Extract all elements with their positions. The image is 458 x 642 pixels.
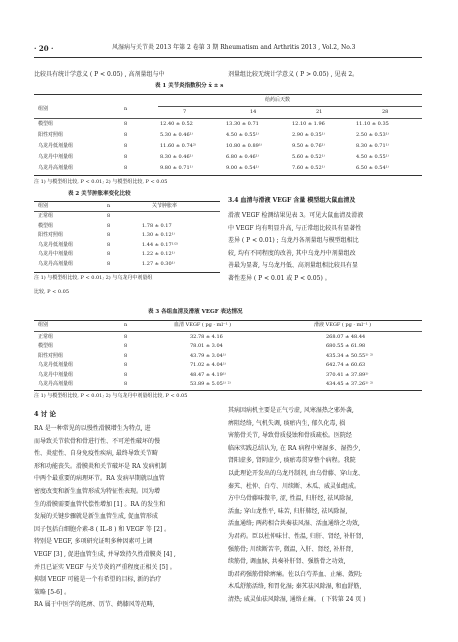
table-cell: 9.00 ± 0.54¹⁾ (226, 165, 259, 171)
table-cell-synovial: 435.34 ± 50.55¹⁾ ²⁾ (326, 352, 374, 359)
table-cell-serum: 43.79 ± 3.04¹⁾ (190, 352, 227, 359)
table-cell: 2.90 ± 0.35¹⁾ (292, 132, 325, 138)
table3-note: 注 1) 与模型组比较, P < 0.01; 2) 与乌龙丹中剂量组比较, P < 0.05 (34, 393, 188, 399)
table-cell: 2.50 ± 0.53¹⁾ (356, 132, 389, 138)
page-number: · 20 · (34, 44, 54, 53)
table-row-group: 正常组 (38, 213, 54, 219)
text-line: 肾阳虚多, 肾阴虚少, 痰瘀毒贯穿整个病程。我院 (228, 457, 356, 465)
text-line: 较, 均有不同程度的改善, 其中乌龙丹中剂量组改 (228, 249, 356, 257)
discussion-title: 4 讨 论 (34, 410, 57, 418)
table-cell: 8.30 ± 0.46¹⁾ (160, 154, 193, 160)
table2-head-rule (34, 211, 220, 212)
table-cell-synovial: 642.74 ± 60.63 (326, 362, 366, 369)
table-row-n: 8 (124, 362, 128, 369)
text-line: 以此理论开发出的乌龙丹制剂, 由乌骨藤、穿山龙、 (228, 469, 364, 477)
table-row-group: 乌龙丹高剂量组 (38, 381, 74, 387)
table-row-n: 8 (107, 241, 111, 248)
text-line: 著性差异 ( P < 0.01 或 P < 0.05) 。 (228, 274, 331, 282)
table-cell-serum: 53.89 ± 5.05¹⁾ ²⁾ (190, 381, 231, 387)
table-cell-serum: 78.01 ± 3.04 (190, 343, 223, 350)
text-line: 差异 ( P < 0.01) ; 乌龙丹各剂量组与模型组相比 (228, 237, 359, 245)
text-line: 痹阻经络, 气机失调, 痰瘀内生, 郁久化毒, 损 (228, 419, 346, 427)
table-cell: 12.10 ± 1.96 (292, 121, 325, 127)
table-cell: 7.60 ± 0.52¹⁾ (292, 165, 325, 171)
table-row-n: 8 (124, 381, 128, 387)
text-line: 清热; 威灵仙祛风除湿, 通络止痛。 ( 下转第 24 页 ) (228, 595, 366, 603)
text-line: 密度改变和新生血管形成为特征性表现。因为增 (34, 487, 161, 495)
table-row-n: 8 (107, 251, 111, 258)
table-row-n: 8 (124, 132, 128, 138)
table-row-group: 乌龙丹低剂量组 (38, 362, 74, 369)
table1-col-span: 给药后天数 (265, 97, 291, 103)
table-row-group: 乌龙丹高剂量组 (38, 261, 74, 267)
table-cell: 1.44 ± 0.17¹⁾²⁾ (142, 241, 179, 248)
table1-span-rule (158, 106, 422, 107)
table-cell: 11.60 ± 0.74²⁾ (160, 143, 197, 149)
text-line: 发展的关键步骤就是新生血管生成, 促血管形成 (34, 513, 158, 521)
section-3-4-title: 3.4 血清与滑液 VEGF 含量 模型组大鼠血清及 (228, 197, 356, 204)
table2-col-val: 关节肿胀率 (152, 203, 178, 209)
table1-note: 注 1) 与模型组比较, P < 0.01; 2) 与模型组比较, P < 0.05 (34, 179, 168, 185)
table2-col-group: 组别 (38, 203, 49, 209)
text-line: 助君药强筋骨除痹痛。佐以白芍养血、止痛、敛阴; (228, 570, 363, 578)
table-cell: 6.80 ± 0.46¹⁾ (226, 154, 259, 160)
table-cell-synovial: 434.45 ± 37.26¹⁾ ²⁾ (326, 381, 374, 387)
text-line: VEGF [3] , 促进血管生成, 并导致持久性滑膜炎 [4] , (34, 550, 176, 558)
table-row-n: 8 (124, 165, 128, 171)
table-row-n: 8 (124, 121, 128, 127)
table-row-group: 乌龙丹中剂量组 (38, 154, 74, 160)
text-line: 而导致关节软骨和骨进行性、不可逆性破坏的慢 (34, 437, 161, 445)
section-3-4-text (228, 210, 363, 286)
table-cell-serum: 71.02 ± 4.04¹⁾ (190, 362, 227, 369)
table-cell: 10.80 ± 0.89¹⁾ (226, 143, 263, 149)
table3-top-rule (34, 320, 422, 321)
table-row-group: 阳性对照组 (38, 132, 64, 138)
table-row-n: 8 (107, 213, 111, 219)
table-cell: 5.60 ± 0.52¹⁾ (292, 154, 325, 160)
text-line: 临床实践总结认为, 在 RA 病程中寒湿多、湿热少, (228, 444, 361, 452)
text-line: 中两个最重要的病理环节。RA 发病早期就以血管 (34, 475, 165, 483)
table-row-group: 乌龙丹中剂量组 (38, 371, 74, 378)
table-cell: 9.80 ± 0.71¹⁾ (160, 165, 193, 171)
table-cell: 11.10 ± 0.35 (356, 121, 389, 127)
table-row-group: 模型组 (38, 222, 54, 229)
table-cell: 12.40 ± 0.52 (160, 121, 193, 127)
text-line: 中 VEGF 均有明显升高, 与正常组比较具有显著性 (228, 224, 362, 232)
table-row-n: 8 (124, 334, 128, 340)
table1-day-header: 7 (183, 109, 187, 115)
table3-head-rule (34, 331, 422, 332)
table-cell: 1.27 ± 0.30¹⁾ (142, 261, 175, 267)
text-line: 并且已证实 VEGF 与关节炎的严重程度正相关 [5] 。 (34, 563, 176, 571)
table-cell: 5.30 ± 0.46¹⁾ (160, 132, 193, 138)
table-cell-synovial: 268.07 ± 48.44 (326, 334, 366, 340)
table-cell: 4.50 ± 0.55¹⁾ (356, 154, 389, 160)
table-row-n: 8 (124, 154, 128, 160)
text-line: 害筋骨关节, 导致骨质侵蚀和骨质疏松。医院经 (228, 432, 352, 440)
text-line: 因子包括白细胞介素-8 ( IL-8 ) 和 VEGF 等 [2] 。 (34, 525, 171, 533)
text-line: 生的滑膜需要血管代偿性增加 [1] 。RA 的发生和 (34, 500, 166, 508)
table1-bottom-rule (34, 175, 422, 176)
text-line: 策略 [5-6] 。 (34, 588, 71, 596)
table1-day-header: 14 (250, 109, 257, 115)
text-line: 强筋骨; 川续断苦辛, 微温, 入肝、肾经, 补肝肾, (228, 545, 354, 553)
table-cell-serum: 32.78 ± 4.16 (190, 334, 223, 340)
table-cell: 4.50 ± 0.55¹⁾ (226, 132, 259, 138)
table1-day-header: 28 (382, 109, 389, 115)
table-row-group: 乌龙丹高剂量组 (38, 165, 74, 171)
table-cell-synovial: 370.41 ± 37.89¹⁾ (326, 371, 369, 378)
header-rule (34, 57, 422, 58)
table-row-group: 正常组 (38, 334, 54, 340)
text-line: 抑制 VEGF 可能是一个有希望的目标, 新的治疗 (34, 576, 162, 584)
table2-bottom-rule (34, 272, 220, 273)
text-line: 秦艽、杜仲、白芍、川续断、木瓜、威灵仙组成。 (228, 482, 361, 490)
discussion-right-column (228, 405, 366, 607)
table-cell: 13.30 ± 0.71 (226, 121, 259, 127)
table2-top-rule (34, 201, 220, 202)
table1-day-header: 21 (316, 109, 323, 115)
table3-bottom-rule (34, 390, 422, 391)
table-row-n: 8 (107, 261, 111, 267)
table-cell: 1.22 ± 0.12¹⁾ (142, 251, 175, 258)
table1-top-rule (34, 94, 422, 95)
table-row-n: 8 (107, 222, 111, 229)
table-cell: 6.50 ± 0.54¹⁾ (356, 165, 389, 171)
text-line: 为君药。臣以杜仲味甘、性温, 归肝、肾经, 补肝肾, (228, 532, 364, 540)
text-line: 活血; 穿山龙性平, 味苦, 归肝肺经, 祛风除湿, (228, 507, 348, 515)
table-row-group: 乌龙丹中剂量组 (38, 251, 74, 258)
table3-caption: 表 3 各组血清及滑液 VEGF 表达情况 (148, 309, 243, 315)
table-row-n: 8 (124, 352, 128, 359)
table-row-group: 模型组 (38, 121, 54, 127)
table-row-n: 8 (107, 232, 111, 239)
text-line: 方中乌骨藤味微辛, 涩, 性温, 归肝经, 祛风除湿, (228, 495, 354, 503)
text-line: 形和功能丧失。滑膜炎和关节破坏是 RA 发病机制 (34, 462, 167, 470)
table1-caption: 表 1 关节炎指数积分 x̄ ± s (155, 83, 224, 89)
table-row-n: 8 (124, 343, 128, 350)
text-line: 木瓜舒筋活络, 和胃化湿; 秦艽祛风除湿, 和血舒筋, (228, 583, 362, 591)
table-cell: 8.30 ± 0.71¹⁾ (356, 143, 389, 149)
table-cell: 1.78 ± 0.17 (142, 222, 172, 229)
table-row-group: 阳性对照组 (38, 352, 64, 359)
intro-right: 剂量组比较无统计学意义 ( P > 0.05) , 见表 2。 (228, 71, 359, 78)
text-line: 性、炎症性、自身免疫性疾病, 最终导致关节畸 (34, 450, 158, 458)
text-line: 活血通络; 两药相合共奏祛风湿、活血通络之功效, (228, 520, 360, 528)
text-line: 特别是 VEGF, 多项研究证明多种因素可上调 (34, 538, 153, 546)
text-line: 其病因病机主要是正气亏虚, 风寒湿热之邪外袭, (228, 407, 354, 414)
table3-col-synovial: 滑液 VEGF ( pg · ml⁻¹ ) (314, 322, 372, 328)
table2-note-1: 注 1) 与模型组比较, P < 0.01; 2) 与乌龙丹中剂量组 (34, 275, 153, 281)
intro-left: 比较具有统计学意义 ( P < 0.05) , 高剂量组与中 (34, 71, 165, 78)
text-line: RA 是一种常见的以慢性滑膜增生为特点, 进 (34, 425, 151, 432)
table-row-group: 阳性对照组 (38, 232, 64, 239)
table-cell-synovial: 680.55 ± 61.98 (326, 343, 366, 350)
table-row-n: 8 (124, 143, 128, 149)
text-line: 滑液 VEGF 检测结果见表 3。可见大鼠血清及滑液 (228, 212, 364, 219)
table-row-group: 模型组 (38, 343, 54, 350)
table3-col-group: 组别 (38, 322, 49, 328)
text-line: RA 属于中医学的尪痹、历节、鹤膝风等范畴, (34, 601, 155, 609)
text-line: 善最为显著, 与乌龙丹低、高剂量组相比较具有显 (228, 262, 358, 270)
table-cell-serum: 48.47 ± 4.19¹⁾ (190, 371, 227, 378)
table3-col-n: n (124, 322, 128, 328)
table1-head-rule (34, 118, 422, 119)
discussion-left-column (34, 423, 176, 612)
table1-col-group: 组别 (38, 106, 49, 112)
table2-col-n: n (107, 203, 111, 209)
table3-col-serum: 血清 VEGF ( pg · ml⁻¹ ) (174, 322, 232, 328)
text-line: 续筋骨, 调血脉, 共奏补肝肾、强筋骨之功效, (228, 558, 346, 566)
table2-note-2: 比较, P < 0.05 (34, 289, 70, 295)
table1-col-n: n (124, 106, 128, 112)
table-row-group: 乌龙丹低剂量组 (38, 241, 74, 248)
table-row-n: 8 (124, 371, 128, 378)
running-header: 风湿病与关节炎 2013 年第 2 卷第 3 期 Rheumatism and Arthritis 2013 , Vol.2, No.3 (112, 44, 356, 51)
table2-caption: 表 2 关节肿胀率变化比较 (68, 191, 131, 197)
table-cell: 9.50 ± 0.76¹⁾ (292, 143, 325, 149)
table-cell: 1.30 ± 0.12¹⁾ (142, 232, 175, 239)
table-row-group: 乌龙丹低剂量组 (38, 143, 74, 149)
